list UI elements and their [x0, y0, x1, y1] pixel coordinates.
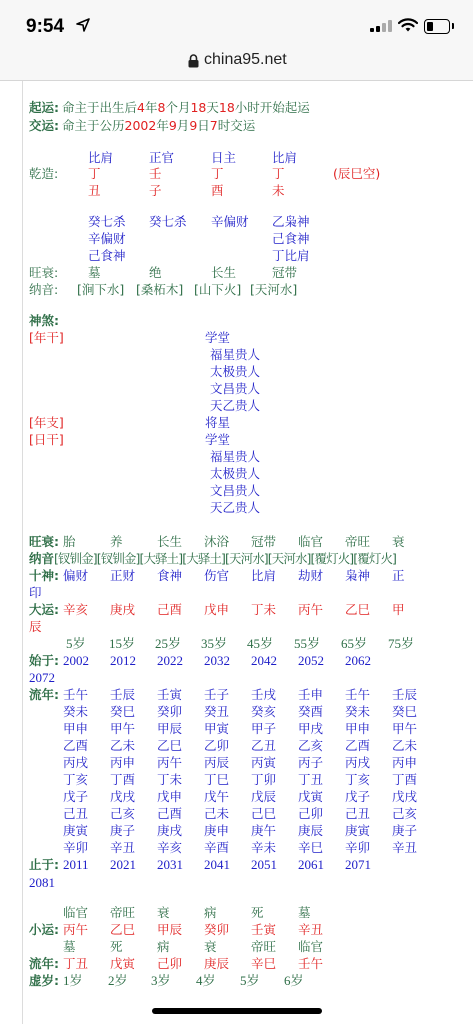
- xiaoyun-bottom: 死: [110, 939, 123, 954]
- dayun-wangshuai: 养: [110, 534, 123, 549]
- liunian-cell: 辛酉: [204, 840, 230, 855]
- dayun-shishen-label: 十神:: [29, 568, 59, 583]
- liunian-cell: 庚申: [204, 823, 230, 838]
- liunian-cell: 丙戌: [63, 755, 89, 770]
- nayin: [山下火]: [194, 282, 242, 297]
- start-year: 2062: [345, 653, 371, 668]
- pillar-tiangan: 壬: [149, 166, 162, 181]
- liunian-cell: 庚子: [392, 823, 418, 838]
- liunian-cell: 甲辰: [157, 721, 183, 736]
- xiaoyun-bottom: 衰: [204, 939, 217, 954]
- dayun-wangshuai: 沐浴: [204, 534, 230, 549]
- shensha-item: 文昌贵人: [210, 483, 261, 498]
- shensha-tag: [年支]: [29, 415, 64, 430]
- xiaoyun-liunian: 丁丑: [63, 956, 89, 971]
- liunian-cell: 丙子: [298, 755, 324, 770]
- shensha-label: 神煞:: [29, 313, 59, 328]
- liunian-cell: 己未: [204, 806, 230, 821]
- dayun-age: 65岁: [341, 636, 368, 651]
- xusui-item: 2岁: [108, 973, 128, 988]
- xiaoyun-liunian: 庚辰: [204, 956, 230, 971]
- nayin: [天河水]: [250, 282, 298, 297]
- shensha-item: 文昌贵人: [210, 381, 261, 396]
- xiaoyun-item: 乙巳: [110, 922, 136, 937]
- liunian-cell: 丙辰: [204, 755, 230, 770]
- xiaoyun-item: 甲辰: [157, 922, 183, 937]
- liunian-cell: 戊辰: [251, 789, 277, 804]
- liunian-cell: 癸丑: [204, 704, 230, 719]
- pillar-dizhi: 酉: [211, 183, 224, 198]
- xusui-item: 1岁: [63, 973, 83, 988]
- dayun-age: 55岁: [294, 636, 321, 651]
- xusui-label: 虚岁:: [29, 973, 59, 988]
- canggan: 癸七杀: [149, 214, 187, 229]
- start-label: 始于:: [29, 653, 59, 668]
- xiaoyun-bottom: 病: [157, 939, 170, 954]
- xiaoyun-liunian-label: 流年:: [29, 956, 59, 971]
- dayun-shishen: 劫财: [298, 568, 324, 583]
- canggan: 辛偏财: [88, 231, 126, 246]
- liunian-cell: 己丑: [345, 806, 371, 821]
- liunian-cell: 壬辰: [392, 687, 418, 702]
- shensha-item: 天乙贵人: [210, 500, 261, 515]
- start-year: 2002: [63, 653, 89, 668]
- liunian-cell: 丙申: [110, 755, 136, 770]
- liunian-cell: 丁酉: [392, 772, 418, 787]
- liunian-cell: 戊子: [63, 789, 89, 804]
- xiaoyun-liunian: 辛巳: [251, 956, 277, 971]
- liunian-cell: 乙酉: [63, 738, 89, 753]
- xiaoyun-bottom: 帝旺: [251, 939, 277, 954]
- shensha-item: 福星贵人: [210, 347, 261, 362]
- dayun-age: 15岁: [109, 636, 136, 651]
- canggan: 癸七杀: [88, 214, 126, 229]
- dayun-wangshuai: 衰: [392, 534, 405, 549]
- dayun-nayin-line: [钗钏金][钗钏金][大驿土][大驿土][天河水][天河水][覆灯火][覆灯火]: [54, 551, 397, 566]
- xiaoyun-item: 癸卯: [204, 922, 230, 937]
- liunian-cell: 丙申: [392, 755, 418, 770]
- url-text: china95.net: [204, 51, 287, 68]
- dayun-item: 辛亥: [63, 602, 89, 617]
- liunian-cell: 丙戌: [345, 755, 371, 770]
- xiaoyun-top: 帝旺: [110, 905, 136, 920]
- xiaoyun-top: 临官: [63, 905, 89, 920]
- nayin: [桑柘木]: [136, 282, 184, 297]
- xusui-item: 5岁: [240, 973, 260, 988]
- liunian-cell: 庚子: [110, 823, 136, 838]
- shensha-item: 将星: [205, 415, 231, 430]
- liunian-cell: 壬午: [345, 687, 371, 702]
- xusui-item: 3岁: [151, 973, 171, 988]
- jiaoyun-label: 交运:: [29, 118, 59, 133]
- qianzao-label: 乾造:: [29, 166, 59, 181]
- liunian-cell: 丁亥: [63, 772, 89, 787]
- end-year: 2041: [204, 857, 230, 872]
- liunian-cell: 癸巳: [110, 704, 136, 719]
- liunian-cell: 己丑: [63, 806, 89, 821]
- liunian-cell: 癸卯: [157, 704, 183, 719]
- canggan: 辛偏财: [211, 214, 249, 229]
- dayun-wangshuai-label: 旺衰:: [29, 534, 59, 549]
- dayun-item: 甲: [392, 602, 405, 617]
- canggan: 己食神: [88, 248, 126, 263]
- liunian-cell: 己亥: [392, 806, 418, 821]
- liunian-cell: 庚午: [251, 823, 277, 838]
- dayun-item: 己酉: [157, 602, 183, 617]
- kongwang: (辰巳空): [333, 166, 381, 181]
- dayun-age: 25岁: [155, 636, 182, 651]
- liunian-cell: 己卯: [298, 806, 324, 821]
- liunian-cell: 辛未: [251, 840, 277, 855]
- canggan: 乙枭神: [272, 214, 310, 229]
- xiaoyun-item: 辛丑: [298, 922, 324, 937]
- jiaoyun-text: 命主于公历2002年9月9日7时交运: [62, 118, 256, 133]
- liunian-cell: 辛卯: [345, 840, 371, 855]
- end-year: 2031: [157, 857, 183, 872]
- liunian-cell: 丁酉: [110, 772, 136, 787]
- wangshuai: 墓: [88, 265, 101, 280]
- liunian-cell: 丙午: [157, 755, 183, 770]
- liunian-cell: 丙寅: [251, 755, 277, 770]
- dayun-age: 5岁: [66, 636, 86, 651]
- pillar-dizhi: 子: [149, 183, 162, 198]
- start-year: 2032: [204, 653, 230, 668]
- dayun-shishen-wrap: 印: [29, 585, 42, 600]
- start-year-wrap: 2072: [29, 670, 55, 685]
- wangshuai: 长生: [211, 265, 237, 280]
- pillar-shishen: 比肩: [88, 150, 114, 165]
- liunian-cell: 乙巳: [157, 738, 183, 753]
- liunian-cell: 辛亥: [157, 840, 183, 855]
- liunian-cell: 甲午: [110, 721, 136, 736]
- liunian-cell: 癸巳: [392, 704, 418, 719]
- shensha-tag: [年干]: [29, 330, 64, 345]
- xiaoyun-bottom: 临官: [298, 939, 324, 954]
- liunian-cell: 丁卯: [251, 772, 277, 787]
- dayun-shishen: 伤官: [204, 568, 230, 583]
- xiaoyun-top: 墓: [298, 905, 311, 920]
- xiaoyun-label: 小运:: [29, 922, 59, 937]
- pillar-tiangan: 丁: [88, 166, 101, 181]
- liunian-cell: 甲寅: [204, 721, 230, 736]
- liunian-cell: 丁亥: [345, 772, 371, 787]
- end-year: 2051: [251, 857, 277, 872]
- wangshuai-label: 旺衰:: [29, 265, 59, 280]
- liunian-cell: 甲子: [251, 721, 277, 736]
- liunian-cell: 庚寅: [63, 823, 89, 838]
- shensha-item: 学堂: [205, 330, 231, 345]
- liunian-cell: 己酉: [157, 806, 183, 821]
- xiaoyun-bottom: 墓: [63, 939, 76, 954]
- liunian-cell: 丁未: [157, 772, 183, 787]
- pillar-shishen: 比肩: [272, 150, 298, 165]
- liunian-cell: 壬午: [63, 687, 89, 702]
- start-year: 2052: [298, 653, 324, 668]
- shensha-item: 学堂: [205, 432, 231, 447]
- liunian-cell: 甲戌: [298, 721, 324, 736]
- liunian-cell: 庚戌: [157, 823, 183, 838]
- liunian-cell: 壬寅: [157, 687, 183, 702]
- liunian-cell: 乙卯: [204, 738, 230, 753]
- pillar-dizhi: 丑: [88, 183, 101, 198]
- liunian-cell: 戊寅: [298, 789, 324, 804]
- dayun-age: 35岁: [201, 636, 228, 651]
- shensha-item: 太极贵人: [210, 466, 261, 481]
- pillar-shishen: 日主: [211, 150, 237, 165]
- dayun-wangshuai: 临官: [298, 534, 324, 549]
- dayun-wrap: 辰: [29, 619, 42, 634]
- dayun-item: 戊申: [204, 602, 230, 617]
- liunian-cell: 甲申: [345, 721, 371, 736]
- liunian-cell: 甲午: [392, 721, 418, 736]
- liunian-cell: 乙酉: [345, 738, 371, 753]
- end-year: 2071: [345, 857, 371, 872]
- end-year: 2061: [298, 857, 324, 872]
- liunian-label: 流年:: [29, 687, 59, 702]
- liunian-cell: 壬戌: [251, 687, 277, 702]
- qiyun-text: 命主于出生后4年8个月18天18小时开始起运: [62, 100, 310, 115]
- end-year: 2011: [63, 857, 89, 872]
- end-year: 2021: [110, 857, 136, 872]
- dayun-shishen: 正: [392, 568, 405, 583]
- liunian-cell: 己巳: [251, 806, 277, 821]
- dayun-item: 庚戌: [110, 602, 136, 617]
- dayun-wangshuai: 帝旺: [345, 534, 371, 549]
- liunian-cell: 甲申: [63, 721, 89, 736]
- dayun-shishen: 偏财: [63, 568, 89, 583]
- xiaoyun-item: 壬寅: [251, 922, 277, 937]
- wangshuai: 绝: [149, 265, 162, 280]
- liunian-cell: 己亥: [110, 806, 136, 821]
- dayun-age: 45岁: [247, 636, 274, 651]
- dayun-wangshuai: 冠带: [251, 534, 277, 549]
- liunian-cell: 庚寅: [345, 823, 371, 838]
- nayin: [涧下水]: [77, 282, 125, 297]
- xiaoyun-top: 衰: [157, 905, 170, 920]
- dayun-label: 大运:: [29, 602, 59, 617]
- xiaoyun-liunian: 壬午: [298, 956, 324, 971]
- liunian-cell: 辛巳: [298, 840, 324, 855]
- status-time: 9:54: [26, 16, 65, 37]
- pillar-tiangan: 丁: [211, 166, 224, 181]
- liunian-cell: 壬辰: [110, 687, 136, 702]
- liunian-cell: 癸未: [345, 704, 371, 719]
- end-year-wrap: 2081: [29, 875, 55, 890]
- dayun-shishen: 食神: [157, 568, 183, 583]
- liunian-cell: 丁巳: [204, 772, 230, 787]
- home-indicator[interactable]: [152, 1008, 322, 1014]
- liunian-cell: 癸亥: [251, 704, 277, 719]
- dayun-shishen: 正财: [110, 568, 136, 583]
- liunian-cell: 癸酉: [298, 704, 324, 719]
- liunian-cell: 壬申: [298, 687, 324, 702]
- liunian-cell: 戊子: [345, 789, 371, 804]
- shensha-tag: [日干]: [29, 432, 64, 447]
- start-year: 2022: [157, 653, 183, 668]
- dayun-item: 丙午: [298, 602, 324, 617]
- dayun-item: 乙巳: [345, 602, 371, 617]
- dayun-wangshuai: 长生: [157, 534, 183, 549]
- xiaoyun-liunian: 戊寅: [110, 956, 136, 971]
- liunian-cell: 乙丑: [251, 738, 277, 753]
- liunian-cell: 乙亥: [298, 738, 324, 753]
- dayun-shishen: 枭神: [345, 568, 371, 583]
- xiaoyun-item: 丙午: [63, 922, 89, 937]
- liunian-cell: 辛丑: [110, 840, 136, 855]
- dayun-nayin-label: 纳音: [29, 551, 55, 566]
- dayun-age: 75岁: [388, 636, 415, 651]
- xusui-item: 4岁: [196, 973, 216, 988]
- liunian-cell: 癸未: [63, 704, 89, 719]
- liunian-cell: 戊午: [204, 789, 230, 804]
- liunian-cell: 辛丑: [392, 840, 418, 855]
- canggan: 丁比肩: [272, 248, 310, 263]
- canggan: 己食神: [272, 231, 310, 246]
- start-year: 2042: [251, 653, 277, 668]
- liunian-cell: 戊申: [157, 789, 183, 804]
- start-year: 2012: [110, 653, 136, 668]
- liunian-cell: 乙未: [110, 738, 136, 753]
- xiaoyun-top: 死: [251, 905, 264, 920]
- liunian-cell: 庚辰: [298, 823, 324, 838]
- nayin-label: 纳音:: [29, 282, 59, 297]
- xiaoyun-top: 病: [204, 905, 217, 920]
- shensha-item: 福星贵人: [210, 449, 261, 464]
- xiaoyun-liunian: 己卯: [157, 956, 183, 971]
- pillar-tiangan: 丁: [272, 166, 285, 181]
- liunian-cell: 戊戌: [392, 789, 418, 804]
- shensha-item: 太极贵人: [210, 364, 261, 379]
- wangshuai: 冠带: [272, 265, 298, 280]
- liunian-cell: 乙未: [392, 738, 418, 753]
- dayun-shishen: 比肩: [251, 568, 277, 583]
- xusui-item: 6岁: [284, 973, 304, 988]
- liunian-cell: 辛卯: [63, 840, 89, 855]
- liunian-cell: 戊戌: [110, 789, 136, 804]
- end-label: 止于:: [29, 857, 59, 872]
- qiyun-label: 起运:: [29, 100, 59, 115]
- dayun-wangshuai: 胎: [63, 534, 76, 549]
- dayun-item: 丁未: [251, 602, 277, 617]
- pillar-dizhi: 未: [272, 183, 285, 198]
- pillar-shishen: 正官: [149, 150, 175, 165]
- shensha-item: 天乙贵人: [210, 398, 261, 413]
- liunian-cell: 丁丑: [298, 772, 324, 787]
- liunian-cell: 壬子: [204, 687, 230, 702]
